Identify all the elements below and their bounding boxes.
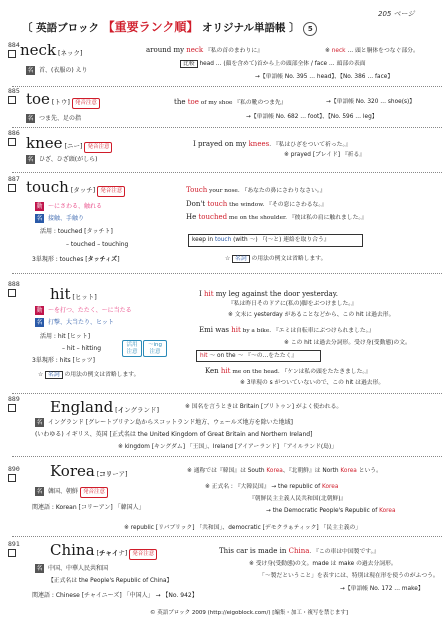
meaning: 中国、中華人民共和国 [48, 565, 109, 572]
formal-label: ※ 正式名 : [205, 484, 235, 490]
note: ※ 国名を言うときは Britain [ブリトゥン] がよく使われる。 [185, 404, 343, 410]
header-big-title: 【重要ランク順】 [102, 20, 199, 34]
example-prefix: around my [146, 46, 187, 54]
idiom-text: (with ～) 『(～と) 連絡を取り合う』 [231, 237, 330, 243]
reading-bracket: [ [96, 470, 100, 478]
idiom-box [196, 350, 321, 362]
example-translation: of my shoe 『私の靴のつま先』 [198, 100, 287, 106]
example-note: ※ 文末に yesterday があることなどから、この hit は過去形。 [228, 312, 395, 318]
word-title: England [50, 398, 114, 416]
header-bracket-close: 〕 [289, 22, 300, 34]
entry-neck [8, 42, 20, 50]
example-text: me on the shoulder. 『彼は私の肩に触れました。』 [227, 215, 368, 221]
example-prefix: I prayed on my [193, 140, 249, 148]
word-reading: [ヒット] [72, 293, 97, 301]
pos-noun-badge: 名 [36, 419, 43, 426]
reading-rest: ーア] [112, 470, 128, 478]
example-highlight: hit [204, 290, 214, 298]
example-note: ※ 3単現の s がついていないので、この hit は過去形。 [240, 380, 385, 386]
example-highlight: touched [198, 213, 228, 221]
example-prefix: Ken [205, 367, 221, 375]
omit-text: の用法の例文は省略します。 [249, 256, 327, 262]
pos-verb-badge: 動 [36, 203, 43, 210]
meaning-verb: ～を打つ、たたく、～に当たる [48, 307, 132, 314]
compare-label: 比較 [180, 60, 198, 68]
reading-bracket: [ [96, 549, 100, 557]
word-reading: [ニー] [64, 142, 83, 150]
pos-verb-badge: 動 [36, 307, 43, 314]
note: ※ kingdom [キングダム] 「王国」、Ireland [アイアーランド] 「アイルランド(島)」 [118, 444, 338, 450]
compare-text: head … (顔を含めて)首から上の頭部全体 / face … 頭部の表面 [199, 61, 366, 67]
entry-number: 888 [8, 280, 20, 288]
idiom-text: ～ on the ～ 『～の…をたたく』 [207, 353, 298, 359]
entry-number: 889 [8, 395, 20, 403]
related-word: 関連語 : Chinese [チャイニーズ] 「中国人」 → 【No. 942】 [32, 592, 198, 599]
example-note: ※ 受け身(受動態)の文。made は make の過去分詞形。 [249, 561, 397, 567]
entry-number: 884 [8, 41, 20, 49]
example-highlight: hit [220, 367, 231, 375]
word-reading: [ネック] [57, 49, 83, 57]
related-word: 関連語 : Korean [コリーアン] 「韓国人」 [32, 504, 145, 511]
meaning: つま先、足の指 [39, 115, 82, 122]
divider [12, 393, 442, 394]
third-person: 3単現形 : touches [ [32, 256, 88, 263]
example-highlight: knees [248, 140, 270, 148]
example-highlight: China [288, 547, 310, 555]
meaning: ひざ、ひざ頭(がしら) [39, 156, 98, 163]
checkbox[interactable] [8, 184, 16, 192]
footer-copyright: © 英語ブロック 2009 (http://eigoblock.com/) [編集・加工・複写を禁じます] [150, 610, 349, 616]
example-prefix: the [174, 98, 188, 106]
third-person-bold: タッチィズ [87, 256, 118, 263]
note-highlight: neck [331, 48, 346, 54]
pronunciation-badge: 発音注意 [129, 549, 157, 560]
reading-stress: チャイ [99, 549, 119, 557]
entry-number: 891 [8, 540, 20, 548]
pronunciation-badge: 発音注意 [84, 142, 112, 153]
divider [12, 86, 442, 87]
word-reading: [タッチ] [70, 186, 96, 194]
omit-boxed: 名詞 [45, 371, 63, 379]
entry-number: 886 [8, 129, 20, 137]
reading-rest: ナ] [118, 549, 128, 557]
conjugation-forms: – touched – touching [66, 241, 129, 248]
conjugation-badge: 活用注意 [122, 340, 142, 357]
word-title: touch [26, 178, 69, 196]
divider [12, 127, 442, 128]
meaning: 首、(衣服の) えり [39, 67, 88, 74]
pos-noun-badge: 名 [27, 156, 34, 163]
pos-noun-badge: 名 [36, 488, 43, 495]
note-text: ※ 通称では『韓国』は South [187, 468, 267, 474]
checkbox[interactable] [8, 96, 16, 104]
example-prefix: Don't [186, 200, 208, 208]
checkbox[interactable] [8, 404, 16, 412]
meaning-verb: ～にさわる、触れる [48, 203, 103, 210]
note-highlight: Korea [340, 468, 357, 474]
reference: →【単語帳 No. 320 … shoe(s)】 [326, 99, 416, 105]
reference: →【単語帳 No. 172 … make】 [340, 586, 424, 592]
divider [12, 536, 442, 537]
reading-stress: コリ [99, 470, 113, 478]
note: ※ prayed [プレイド] 『祈る』 [284, 152, 366, 158]
word-title: Korea [50, 462, 95, 480]
entry-number: 885 [8, 87, 20, 95]
example-translation: 『私は昨日そのドアに(私の)脚をぶつけました。』 [228, 301, 357, 307]
third-person: 3単現形 : hits [ヒッツ] [32, 357, 96, 364]
checkbox[interactable] [8, 50, 16, 58]
omit-marker: ☆ [225, 256, 233, 262]
reading-stress: イ [117, 406, 125, 414]
entry-number: 887 [8, 175, 20, 183]
example-text: by a bike. 『エミは自転車にぶつけられました。』 [240, 328, 375, 334]
example-translation: . 『私はひざをついて祈った。』 [269, 142, 352, 148]
pronunciation-badge: 発音注意 [80, 487, 108, 498]
note-text: 、『北朝鮮』は North [282, 468, 341, 474]
pos-noun-badge: 名 [36, 565, 43, 572]
pronunciation-badge: 発音注意 [72, 98, 100, 109]
page-number: 205 ページ [378, 10, 415, 18]
page-header [22, 20, 317, 36]
omit-marker: ☆ [38, 372, 46, 378]
formal-name: 【正式名は the People's Republic of China】 [48, 578, 173, 584]
reference: →【単語帳 No. 395 … head】、【No. 386 … face】 [255, 74, 394, 80]
example-highlight: neck [186, 46, 204, 54]
example-highlight: toe [187, 98, 199, 106]
pos-noun-badge: 名 [27, 67, 34, 74]
formal-name: → the Democratic People's Republic of [266, 508, 380, 514]
example-note: 「～製だということ」を表すには、特別は現在形を使うのがふつう。 [259, 573, 439, 579]
divider [12, 172, 442, 173]
word-title: neck [20, 41, 57, 59]
example-text: the window. 『その窓にさわるな。』 [227, 202, 328, 208]
reference: →【単語帳 No. 682 … foot】、【No. 596 … leg】 [246, 114, 378, 120]
reading-bracket: [ [115, 406, 118, 414]
divider [12, 456, 442, 457]
example-text: . 『この車は中国製です。』 [309, 549, 380, 555]
meaning-2: (いわゆる) イギリス、英国 [正式名は the United Kingdom of Great Britain and Northern Ireland] [35, 431, 313, 438]
entry-number: 890 [8, 465, 20, 473]
omit-text: の用法の例文は省略します。 [62, 372, 140, 378]
reading-rest: ングランド] [124, 406, 160, 414]
word-title: China [50, 541, 95, 559]
idiom-highlight: hit [200, 353, 208, 359]
word-reading: [トウ] [51, 98, 70, 106]
header-bracket-open: 〔 [22, 22, 33, 34]
formal-highlight: Korea [379, 508, 396, 514]
meaning-noun: 打撃、大当たり、ヒット [48, 319, 114, 326]
sheet-number: 5 [303, 22, 317, 36]
example-highlight: touch [207, 200, 228, 208]
example-prefix: Emi was [199, 326, 232, 334]
example-text: my leg against the door yesterday. [213, 290, 338, 298]
example-text: your nose. 『あなたの鼻にさわりなさい。』 [207, 188, 326, 194]
formal-name-2: 『朝鮮民主主義人民共和国(北朝鮮)』 [249, 496, 347, 502]
divider [12, 273, 442, 274]
example-text: me on the head. 『ケンは私の頭をたたきました。』 [230, 369, 372, 375]
checkbox[interactable] [8, 289, 16, 297]
conjugation-forms: – hit – hitting [62, 345, 101, 352]
meaning: イングランド [グレートブリテン島からスコットランド地方、ウェールズ地方を除いた地域] [48, 419, 293, 426]
note-highlight: Korea [266, 468, 283, 474]
note-marker: ※ [325, 48, 332, 54]
note-text: … 頭と胴体をつなぐ部分。 [345, 48, 419, 54]
example-prefix: He [186, 213, 199, 221]
formal-highlight: Korea [321, 484, 339, 490]
header-subtitle: オリジナル単語帳 [202, 22, 286, 34]
third-person-end: ] [117, 256, 120, 263]
example-highlight: Touch [186, 186, 208, 194]
example-note: ※ この hit は過去分詞形。受け身(受動態)の文。 [284, 340, 411, 346]
omit-boxed: 名詞 [232, 255, 250, 263]
example-highlight: hit [231, 326, 241, 334]
conjugation: 活用 : touched [タッチト] [40, 228, 113, 235]
example-prefix: I [199, 290, 204, 298]
example-translation: 『私の首のまわりに』 [203, 48, 263, 54]
note-text: という。 [356, 468, 382, 474]
pos-noun-badge: 名 [36, 319, 43, 326]
note: ※ republic [リパブリック] 「共和国」、democratic [デモクラぁティック] 「民主主義の」 [124, 525, 362, 531]
pos-noun-badge: 名 [36, 215, 43, 222]
ing-badge: ～ing注意 [143, 340, 167, 357]
word-title: knee [26, 134, 63, 152]
idiom-highlight: touch [214, 237, 232, 243]
word-title: hit [50, 285, 71, 303]
meaning: 韓国、朝鮮 [48, 488, 79, 495]
formal-name: 『大韓民国』 → the republic of [234, 484, 322, 490]
idiom-box [188, 234, 363, 247]
conjugation: 活用 : hit [ヒット] [40, 333, 91, 340]
checkbox[interactable] [8, 138, 16, 146]
pos-noun-badge: 名 [27, 115, 34, 122]
example-prefix: This car is made in [219, 547, 289, 555]
checkbox[interactable] [8, 474, 16, 482]
meaning-noun: 接触、手触り [48, 215, 85, 222]
word-title: toe [26, 90, 50, 108]
header-title: 英語ブロック [36, 22, 99, 34]
idiom-prefix: keep in [192, 237, 215, 243]
checkbox[interactable] [8, 549, 16, 557]
pronunciation-badge: 発音注意 [97, 186, 125, 197]
